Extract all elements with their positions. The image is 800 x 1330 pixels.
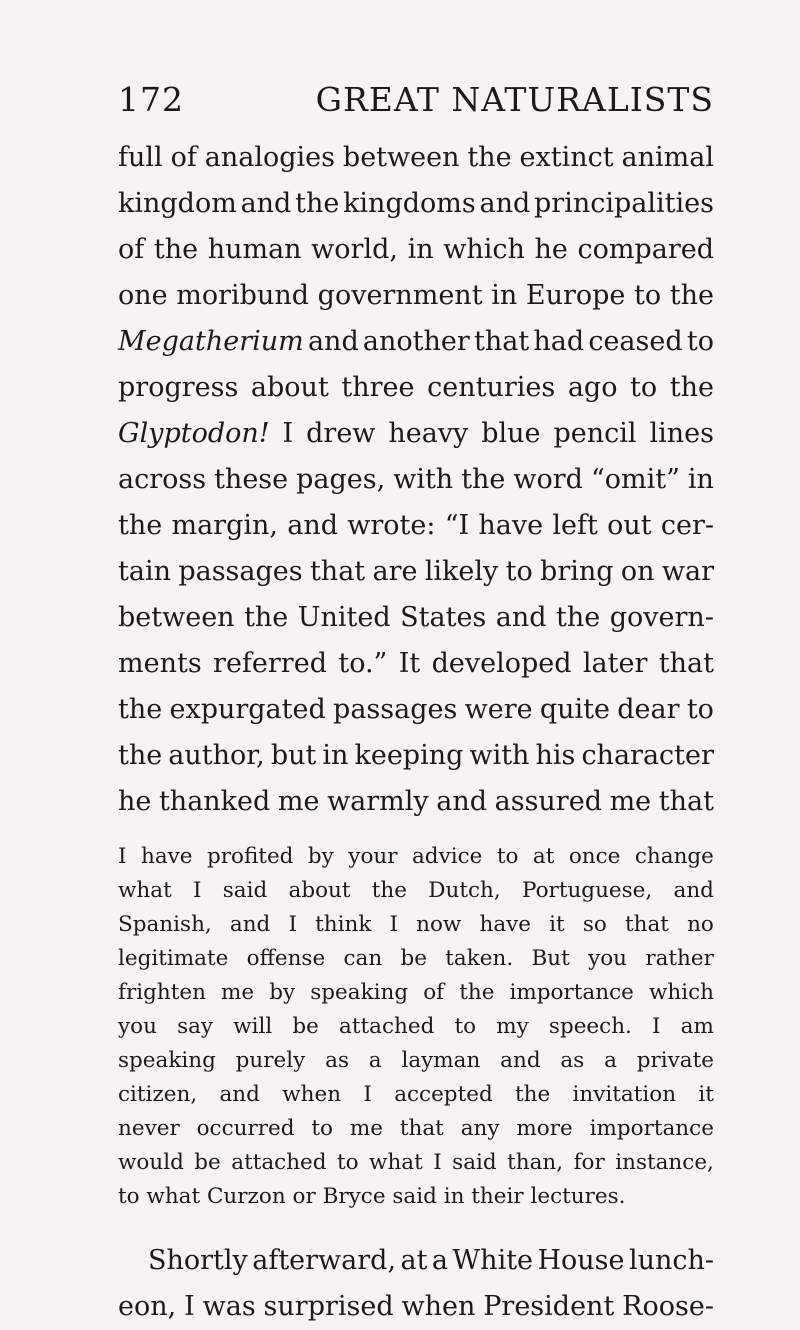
word: advice — [411, 844, 483, 869]
word: wrote: — [347, 510, 436, 541]
word: invitation — [572, 1082, 677, 1107]
word: in — [443, 1184, 472, 1209]
word: what — [146, 1184, 207, 1209]
word: of — [423, 980, 445, 1005]
word: and — [673, 878, 714, 903]
word: lines — [649, 418, 714, 449]
word: United — [297, 602, 391, 633]
word: his — [535, 740, 576, 771]
word: “omit” — [590, 464, 680, 495]
word: developed — [431, 648, 572, 679]
word: was — [202, 1291, 256, 1322]
word: I — [363, 1082, 372, 1107]
word: left — [552, 510, 598, 541]
word: me — [277, 786, 320, 817]
word: importance — [509, 980, 634, 1005]
word: and — [219, 1082, 260, 1107]
word: ceased — [588, 326, 683, 357]
word: your — [348, 844, 398, 869]
word: instance, — [615, 1150, 714, 1175]
word: I — [118, 844, 127, 869]
word: which — [443, 234, 525, 265]
word: a — [431, 1245, 448, 1276]
word: the — [118, 694, 163, 725]
word: citizen, — [118, 1082, 198, 1107]
word: frighten — [118, 980, 206, 1005]
word: kingdoms — [343, 188, 476, 219]
word: so — [582, 912, 607, 937]
word: what — [118, 878, 172, 903]
quote-line — [118, 1078, 714, 1112]
word: have — [479, 912, 532, 937]
text-line — [118, 549, 714, 595]
text-line — [118, 687, 714, 733]
word: were — [464, 694, 533, 725]
text-line — [118, 779, 714, 825]
word: now — [416, 912, 462, 937]
word: it — [549, 912, 565, 937]
word: of — [118, 234, 145, 265]
word: progress — [118, 372, 239, 403]
word: in — [687, 464, 714, 495]
word: he — [534, 234, 568, 265]
word: to — [337, 1150, 359, 1175]
word: I — [184, 1291, 195, 1322]
text-line — [118, 1284, 714, 1330]
word: I — [282, 418, 294, 449]
word: Europe — [525, 280, 626, 311]
word: moribund — [176, 280, 310, 311]
word: speaking — [118, 1048, 216, 1073]
text-line — [118, 227, 714, 273]
running-head — [118, 80, 714, 120]
word: kingdom — [118, 188, 237, 219]
word: Portuguese, — [522, 878, 653, 903]
word: extinct — [519, 142, 614, 173]
word: and — [479, 188, 531, 219]
text-line — [148, 1238, 714, 1284]
word: Shortly — [148, 1245, 248, 1276]
word: more — [516, 1116, 573, 1141]
text-line — [118, 135, 714, 181]
word: govern- — [609, 602, 714, 633]
word: the — [669, 280, 714, 311]
text-line — [118, 181, 714, 227]
text-line — [118, 457, 714, 503]
word: be — [194, 1150, 221, 1175]
word: between — [342, 142, 460, 173]
word: eon, — [118, 1291, 177, 1322]
text-line — [118, 411, 714, 457]
word: margin, — [171, 510, 278, 541]
word: to — [686, 326, 714, 357]
word: later — [582, 648, 648, 679]
word: White — [452, 1245, 534, 1276]
word: any — [460, 1116, 500, 1141]
word: cer- — [660, 510, 714, 541]
word: speaking — [310, 980, 409, 1005]
word: it — [698, 1082, 714, 1107]
word: to — [686, 694, 714, 725]
word: I — [389, 912, 398, 937]
text-line — [118, 641, 714, 687]
word: the — [295, 188, 340, 219]
word: profited — [206, 844, 294, 869]
word: another — [362, 326, 470, 357]
word: States — [400, 602, 487, 633]
word: full — [118, 142, 163, 173]
word: to — [630, 372, 658, 403]
running-title: GREAT NATURALISTS — [315, 80, 714, 119]
word: said — [222, 878, 268, 903]
word: a — [604, 1048, 617, 1073]
word: with — [469, 740, 530, 771]
word: at — [400, 1245, 428, 1276]
word: the — [515, 1082, 551, 1107]
word: you — [118, 1014, 157, 1039]
word: but — [270, 740, 317, 771]
word: ago — [567, 372, 618, 403]
word: have — [478, 510, 544, 541]
word: and — [287, 510, 338, 541]
word: legitimate — [118, 946, 229, 971]
word: principalities — [534, 188, 714, 219]
word: keeping — [354, 740, 464, 771]
word: the — [556, 602, 601, 633]
word: lectures. — [530, 1184, 626, 1209]
quote-line — [118, 1010, 714, 1044]
word: offense — [246, 946, 326, 971]
word: accepted — [394, 1082, 493, 1107]
text-line — [118, 595, 714, 641]
word: President — [483, 1291, 615, 1322]
text-line — [118, 273, 714, 319]
word: “I — [444, 510, 470, 541]
word: the — [118, 510, 163, 541]
word: a — [368, 1048, 382, 1073]
word: be — [292, 1014, 319, 1039]
word: warmly — [327, 786, 429, 817]
word: me — [349, 1116, 383, 1141]
word: am — [680, 1014, 714, 1039]
word: importance — [589, 1116, 714, 1141]
text-line — [118, 319, 714, 365]
word: on — [620, 556, 655, 587]
word: blue — [481, 418, 541, 449]
word: animal — [621, 142, 714, 173]
word: House — [537, 1245, 625, 1276]
word: about — [250, 372, 329, 403]
word: change — [634, 844, 714, 869]
word: speech. — [548, 1014, 632, 1039]
word: to — [118, 1184, 147, 1209]
word: the — [153, 234, 199, 265]
text-line — [118, 503, 714, 549]
word: that — [473, 326, 530, 357]
word: no — [687, 912, 714, 937]
word: than, — [507, 1150, 564, 1175]
word: as — [325, 1048, 349, 1073]
word: their — [471, 1184, 531, 1209]
word: government — [317, 280, 483, 311]
word: when — [401, 1291, 476, 1322]
word: quite — [539, 694, 610, 725]
word: are — [372, 556, 418, 587]
word: by — [269, 980, 296, 1005]
quote-line — [118, 874, 714, 908]
word: said — [392, 1184, 444, 1209]
word: rather — [645, 946, 714, 971]
word: to — [634, 280, 662, 311]
word: It — [398, 648, 421, 679]
word: dear — [617, 694, 680, 725]
word: once — [568, 844, 621, 869]
word: thanked — [158, 786, 271, 817]
word: purely — [235, 1048, 306, 1073]
word: in — [322, 740, 349, 771]
word: that — [658, 786, 714, 817]
word: my — [496, 1014, 529, 1039]
word: referred — [213, 648, 327, 679]
word: to — [311, 1116, 333, 1141]
word: the — [467, 142, 512, 173]
word: taken. — [445, 946, 514, 971]
word: bring — [540, 556, 614, 587]
word: war — [661, 556, 714, 587]
word: and — [495, 602, 547, 633]
word: the — [669, 372, 714, 403]
word: human — [207, 234, 302, 265]
word: Curzon — [206, 1184, 293, 1209]
word: one — [118, 280, 168, 311]
word: that — [399, 1116, 444, 1141]
word: I — [192, 878, 202, 903]
text-line — [118, 733, 714, 779]
word: centuries — [427, 372, 556, 403]
word: these — [214, 464, 289, 495]
word: attached — [231, 1150, 327, 1175]
word: say — [177, 1014, 214, 1039]
word: Spanish, — [118, 912, 212, 937]
word: drew — [306, 418, 376, 449]
word: by — [307, 844, 334, 869]
word: occurred — [196, 1116, 295, 1141]
word: the — [461, 464, 506, 495]
word: Bryce — [322, 1184, 393, 1209]
word: Glyptodon! — [118, 418, 270, 449]
word: the — [244, 602, 289, 633]
word: afterward, — [252, 1245, 397, 1276]
word: to — [496, 844, 519, 869]
word: surprised — [263, 1291, 394, 1322]
word: in — [491, 280, 518, 311]
quote-line — [118, 976, 714, 1010]
word: passages — [333, 694, 458, 725]
page-number: 172 — [118, 80, 184, 119]
word: I — [433, 1150, 442, 1175]
word: as — [560, 1048, 585, 1073]
word: I — [652, 1014, 661, 1039]
word: compared — [577, 234, 714, 265]
word: assured — [494, 786, 602, 817]
word: to.” — [338, 648, 388, 679]
word: and — [307, 326, 359, 357]
word: world, — [311, 234, 398, 265]
word: will — [233, 1014, 273, 1039]
word: never — [118, 1116, 180, 1141]
word: had — [533, 326, 585, 357]
word: that — [624, 912, 669, 937]
word: But — [531, 946, 570, 971]
word: layman — [401, 1048, 481, 1073]
word: Megatherium — [118, 326, 304, 357]
word: or — [292, 1184, 323, 1209]
word: the — [371, 878, 408, 903]
word: have — [140, 844, 193, 869]
word: I — [288, 912, 297, 937]
word: would — [118, 1150, 184, 1175]
quote-line — [118, 1180, 714, 1214]
word: lunch- — [628, 1245, 714, 1276]
word: can — [343, 946, 383, 971]
word: out — [607, 510, 652, 541]
word: think — [315, 912, 372, 937]
word: likely — [424, 556, 499, 587]
word: with — [393, 464, 454, 495]
word: to — [454, 1014, 477, 1039]
quote-line — [118, 908, 714, 942]
word: Dutch, — [428, 878, 501, 903]
word: private — [636, 1048, 714, 1073]
quote-line — [118, 840, 714, 874]
word: heavy — [388, 418, 469, 449]
word: pages, — [296, 464, 386, 495]
word: me — [609, 786, 652, 817]
word: tain — [118, 556, 171, 587]
quote-line — [118, 1146, 714, 1180]
word: the — [459, 980, 495, 1005]
word: between — [118, 602, 235, 633]
quote-line — [118, 1044, 714, 1078]
word: pencil — [553, 418, 637, 449]
word: attached — [339, 1014, 435, 1039]
word: across — [118, 464, 207, 495]
word: and — [436, 786, 488, 817]
word: that — [309, 556, 366, 587]
word: author, — [168, 740, 265, 771]
word: and — [240, 188, 292, 219]
word: Roose- — [622, 1291, 714, 1322]
word: passages — [178, 556, 303, 587]
word: of — [170, 142, 197, 173]
word: in — [407, 234, 434, 265]
quote-line — [118, 1112, 714, 1146]
quote-line — [118, 942, 714, 976]
word: that — [658, 648, 714, 679]
word: me — [221, 980, 255, 1005]
word: what — [369, 1150, 423, 1175]
word: and — [229, 912, 271, 937]
word: the — [118, 740, 163, 771]
word: be — [400, 946, 427, 971]
word: ments — [118, 648, 202, 679]
word: you — [588, 946, 628, 971]
word: three — [341, 372, 415, 403]
word: expurgated — [169, 694, 326, 725]
text-line — [118, 365, 714, 411]
word: word — [513, 464, 583, 495]
word: character — [581, 740, 714, 771]
word: he — [118, 786, 152, 817]
word: about — [288, 878, 351, 903]
word: said — [452, 1150, 497, 1175]
word: which — [648, 980, 714, 1005]
word: at — [532, 844, 555, 869]
word: analogies — [204, 142, 335, 173]
word: when — [282, 1082, 342, 1107]
word: and — [500, 1048, 541, 1073]
word: to — [505, 556, 533, 587]
word: for — [573, 1150, 605, 1175]
